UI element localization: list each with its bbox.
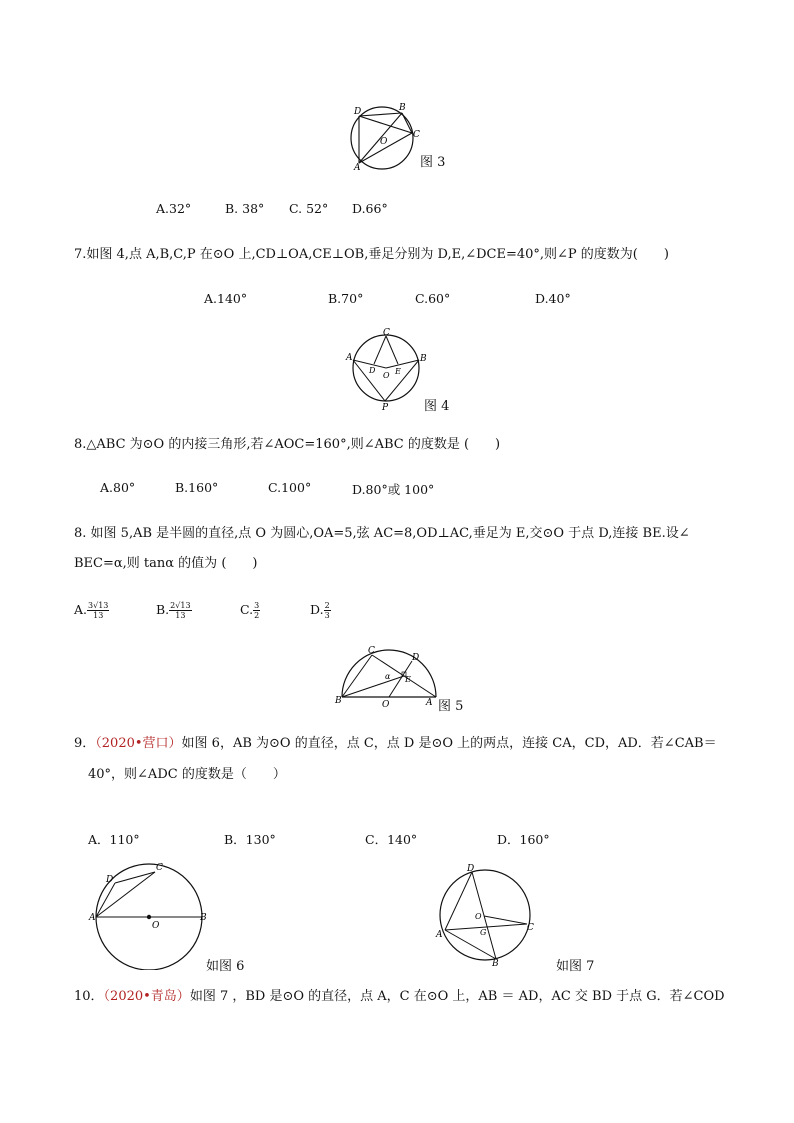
q9-option-b: B．130° [224, 832, 276, 847]
question-8a-text: 8.△ABC 为⊙O 的内接三角形,若∠AOC=160°,则∠ABC 的度数是 ( ) [74, 437, 501, 452]
svg-text:D: D [412, 653, 420, 663]
svg-text:A: A [89, 913, 96, 923]
question-9-text: 如图 6，AB 为⊙O 的直径，点 C，点 D 是⊙O 上的两点，连接 CA，CD，AD．若∠CAB＝ [181, 736, 717, 751]
question-10-text [74, 988, 725, 1006]
svg-text:A: A [354, 163, 361, 172]
q8b-option-c: C. $\frac{3}{2}$ [240, 601, 260, 620]
svg-text:C: C [156, 863, 163, 873]
question-9-line1 [74, 735, 717, 753]
svg-text:A: A [436, 930, 443, 940]
svg-text:B: B [200, 913, 207, 923]
question-9-source: （2020•营口） [95, 736, 182, 751]
svg-text:D: D [106, 875, 114, 885]
svg-text:α: α [385, 672, 391, 681]
svg-text:P: P [382, 403, 389, 412]
q8b-option-d: D. $\frac{2}{3}$ [310, 601, 330, 620]
svg-text:E: E [405, 675, 411, 684]
question-7-text: 7.如图 4,点 A,B,C,P 在⊙O 上,CD⊥OA,CE⊥OB,垂足分别为 D,E,∠DCE=40°,则∠P 的度数为( ) [74, 247, 669, 262]
svg-text:C: C [368, 646, 375, 656]
svg-text:O: O [475, 912, 482, 921]
figure-7-caption: 如图 7 [556, 959, 595, 974]
q6-option-a: A.32° [156, 201, 192, 216]
q8a-option-c: C.100° [268, 480, 312, 495]
figure-7 [430, 862, 542, 968]
question-8b-line2: BEC=α,则 tanα 的值为 ( ) [74, 556, 258, 571]
q8a-option-a: A.80° [100, 480, 136, 495]
svg-text:G: G [480, 928, 487, 937]
svg-text:O: O [383, 371, 390, 380]
figure-5-caption: 图 5 [438, 699, 464, 714]
figure-4 [343, 326, 429, 412]
svg-text:O: O [152, 921, 160, 931]
svg-text:D: D [354, 107, 362, 117]
figure-3 [345, 100, 425, 172]
svg-text:B: B [399, 103, 406, 113]
svg-text:B: B [492, 959, 499, 968]
svg-text:E: E [395, 367, 401, 376]
svg-text:B: B [420, 354, 427, 364]
svg-text:C: C [527, 923, 534, 933]
question-8b-line1: 8. 如图 5,AB 是半圆的直径,点 O 为圆心,OA=5,弦 AC=8,OD⊥AC,垂足为 E,交⊙O 于点 D,连接 BE.设∠ [74, 526, 690, 541]
figure-6-caption: 如图 6 [206, 959, 245, 974]
svg-text:A: A [346, 353, 353, 363]
question-9-line2: 40°，则∠ADC 的度数是（ ） [88, 767, 286, 782]
q6-option-d: D.66° [352, 201, 388, 216]
q9-option-a: A．110° [88, 832, 140, 847]
question-10-number: 10． [74, 989, 104, 1004]
q6-option-b: B. 38° [225, 201, 265, 216]
svg-text:D: D [369, 366, 376, 375]
q7-option-b: B.70° [328, 291, 364, 306]
figure-5 [334, 645, 444, 711]
q8a-option-d: D.80°或 100° [352, 482, 435, 497]
svg-text:B: B [335, 696, 342, 706]
question-10-body: 如图 7 ，BD 是⊙O 的直径，点 A，C 在⊙O 上，AB ＝ AD，AC 交 BD 于点 G．若∠COD [189, 989, 725, 1004]
figure-3-caption: 图 3 [420, 155, 446, 170]
question-10-source: （2020•青岛） [103, 989, 190, 1004]
q8b-option-a: A. $\frac{3√13}{13}$ [74, 601, 109, 620]
svg-text:D: D [467, 864, 475, 874]
svg-text:O: O [380, 137, 388, 147]
svg-text:O: O [382, 700, 390, 710]
q7-option-d: D.40° [535, 291, 571, 306]
q7-option-a: A.140° [204, 291, 248, 306]
q8a-option-b: B.160° [175, 480, 219, 495]
svg-text:C: C [413, 130, 420, 140]
figure-6 [88, 860, 213, 970]
q8b-option-b: B. $\frac{2√13}{13}$ [156, 601, 191, 620]
q9-option-c: C．140° [365, 832, 418, 847]
svg-text:A: A [426, 698, 433, 708]
figure-4-caption: 图 4 [424, 399, 450, 414]
svg-text:C: C [383, 328, 390, 338]
q9-option-d: D．160° [497, 832, 550, 847]
q7-option-c: C.60° [415, 291, 451, 306]
q6-option-c: C. 52° [289, 201, 329, 216]
question-9-number: 9． [74, 736, 96, 751]
